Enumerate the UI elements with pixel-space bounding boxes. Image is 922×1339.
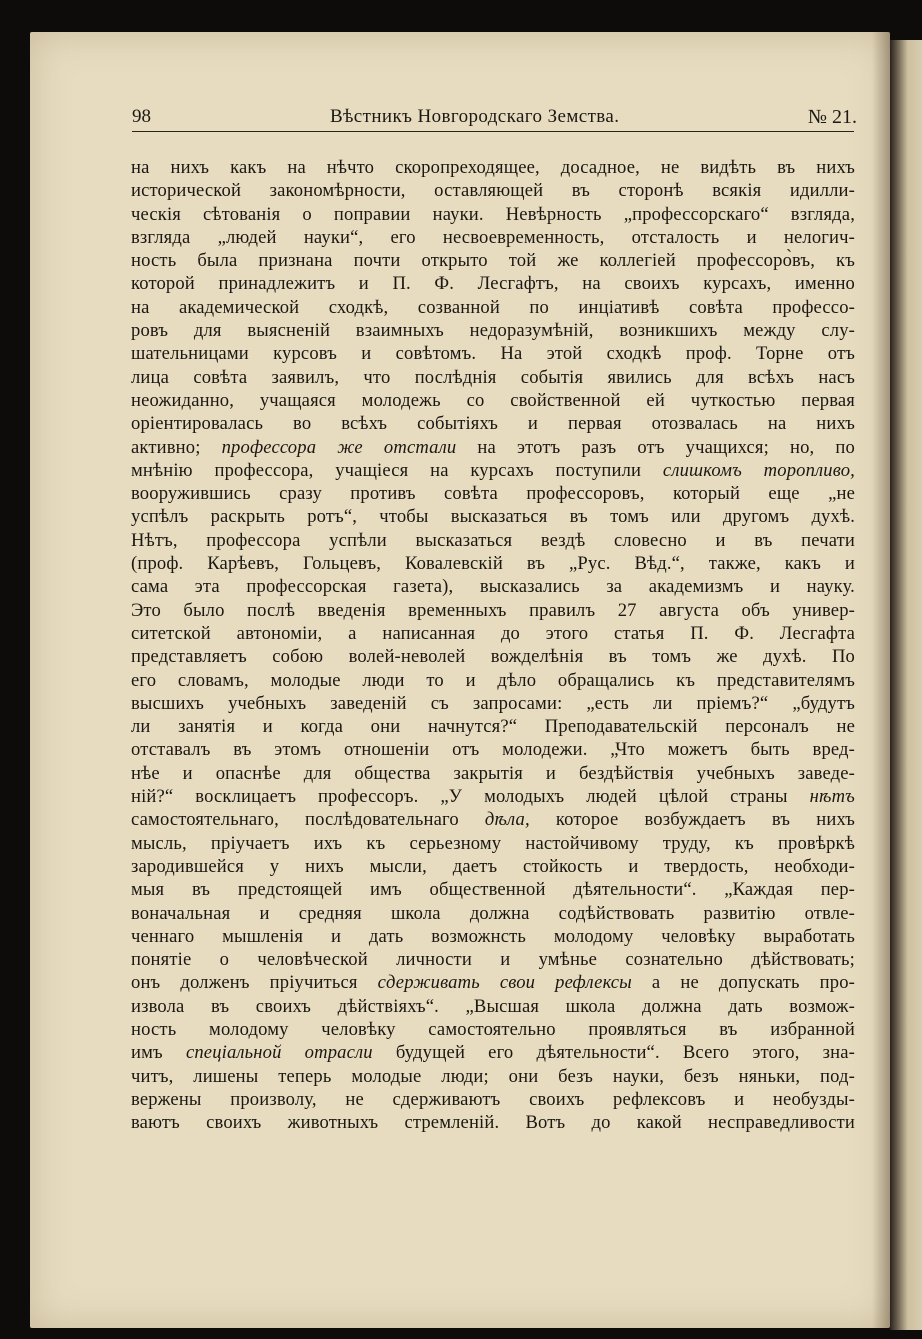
- text-segment: лица совѣта заявилъ, что послѣднія событія явились для всѣхъ насъ: [131, 366, 855, 388]
- text-segment: представляетъ собою волей-неволей вожделѣнія въ томъ же духѣ. По: [131, 646, 855, 668]
- text-segment: имъ: [131, 1042, 163, 1064]
- text-segment: а не допускать про-: [651, 972, 855, 994]
- text-segment: зародившейся у нихъ мысли, даетъ стойкость и твердость, необходи-: [131, 855, 855, 877]
- text-line: [131, 599, 855, 622]
- text-line: [131, 855, 855, 878]
- text-line: [131, 366, 855, 389]
- text-segment: вооружившись сразу противъ совѣта профессоровъ, который еще „не: [131, 483, 855, 505]
- text-segment: вержены произволу, не сдерживаютъ своихъ рефлексовъ и необузды-: [131, 1088, 855, 1110]
- text-segment: читъ, лишены теперь молодые люди; они безъ науки, безъ няньки, под-: [131, 1065, 855, 1087]
- text-segment: ность была признана почти открыто той же коллегіей профессоро̀въ, къ: [131, 250, 855, 272]
- text-segment: высшихъ учебныхъ заведеній съ запросами: „есть ли пріемъ?“ „будутъ: [131, 692, 855, 714]
- text-segment: ческія сѣтованія о поправии науки. Невѣрность „профессорскаго“ взгляда,: [131, 203, 855, 225]
- text-line: [131, 1065, 855, 1088]
- text-line: [131, 971, 855, 994]
- text-line: [131, 552, 855, 575]
- text-segment: на нихъ какъ на нѣчто скоропреходящее, досадное, не видѣть въ нихъ: [131, 157, 855, 178]
- text-line: [131, 948, 855, 971]
- text-segment: ваютъ своихъ животныхъ стремленій. Вотъ до какой несправедливости: [131, 1112, 855, 1134]
- text-segment: которое возбуждаетъ въ нихъ: [555, 809, 855, 831]
- text-segment: мыя въ предстоящей имъ общественной дѣятельности“. „Каждая пер-: [131, 879, 855, 901]
- text-segment: мнѣнію профессора, учащіеся на курсахъ поступили: [131, 459, 642, 481]
- text-segment: воначальная и средняя школа должна содѣйствовать развитію отвле-: [131, 902, 855, 924]
- text-segment: ченнаго мышленія и дать возможнсть молодому человѣку выработать: [131, 925, 855, 947]
- header-rule: [132, 131, 854, 132]
- text-segment: отставалъ въ этомъ отношеніи отъ молодежи. „Что можетъ быть вред-: [131, 739, 855, 761]
- journal-title: Вѣстникъ Новгородскаго Земства.: [330, 106, 620, 127]
- text-line: [131, 342, 855, 365]
- text-segment: успѣлъ раскрыть ротъ“, чтобы высказаться въ томъ или другомъ духѣ.: [131, 506, 855, 528]
- text-segment: самостоятельнаго, послѣдовательнаго: [131, 809, 459, 831]
- text-segment: на академической сходкѣ, созванной по инціативѣ совѣта профессо-: [131, 296, 855, 318]
- text-segment: ность молодому человѣку самостоятельно проявляться въ избранной: [131, 1018, 855, 1040]
- text-segment: которой принадлежитъ и П. Ф. Лесгафтъ, на своихъ курсахъ, именно: [131, 273, 855, 295]
- text-line: [131, 179, 855, 202]
- text-segment: взгляда „людей науки“, его несвоевременность, отсталость и нелогич-: [131, 226, 855, 248]
- article-body: [131, 156, 855, 1134]
- text-segment: Нѣтъ, профессора успѣли высказаться вездѣ словесно и въ печати: [131, 529, 855, 551]
- text-segment: сама эта профессорская газета), высказались за академизмъ и науку.: [131, 576, 855, 598]
- italic-emphasis: нѣтъ: [809, 786, 855, 808]
- text-segment: его словамъ, молодые люди то и дѣло обращались къ представителямъ: [131, 669, 855, 691]
- text-line: [131, 272, 855, 295]
- text-line: [131, 645, 855, 668]
- text-segment: на этотъ разъ отъ учащихся; но, по: [477, 436, 855, 458]
- text-line: [131, 1041, 855, 1064]
- page-number: 98: [132, 106, 151, 127]
- text-line: [131, 412, 855, 435]
- italic-emphasis: сдерживать свои рефлексы: [377, 972, 632, 994]
- italic-emphasis: слишкомъ торопливо,: [662, 459, 855, 481]
- text-line: [131, 226, 855, 249]
- text-line: [131, 785, 855, 808]
- text-line: [131, 878, 855, 901]
- text-segment: ли занятія и когда они начнутся?“ Преподавательскій персоналъ не: [131, 716, 855, 738]
- issue-number: № 21.: [807, 106, 857, 128]
- text-line: [131, 995, 855, 1018]
- text-line: [131, 808, 855, 831]
- text-segment: (проф. Карѣевъ, Гольцевъ, Ковалевскій въ „Рус. Вѣд.“, также, какъ и: [131, 553, 855, 575]
- text-segment: извола въ своихъ дѣйствіяхъ“. „Высшая школа должна дать возмож-: [131, 995, 855, 1017]
- text-line: [131, 832, 855, 855]
- text-line: [131, 1088, 855, 1111]
- text-line: [131, 296, 855, 319]
- text-line: [131, 575, 855, 598]
- text-line: [131, 738, 855, 761]
- text-segment: ситетской автономіи, а написанная до этого статья П. Ф. Лесгафта: [131, 622, 855, 644]
- text-segment: оріентировалась во всѣхъ событіяхъ и первая отозвалась на нихъ: [131, 413, 855, 435]
- text-segment: онъ долженъ пріучиться: [131, 972, 358, 994]
- page-fold-shadow: [872, 32, 890, 1328]
- next-page-edge: [890, 40, 922, 1330]
- text-line: [131, 436, 855, 459]
- running-header: [132, 106, 857, 134]
- text-line: [131, 459, 855, 482]
- text-line: [131, 902, 855, 925]
- text-line: [131, 622, 855, 645]
- text-line: [131, 1111, 855, 1134]
- text-segment: мысль, пріучаетъ ихъ къ серьезному настойчивому труду, къ провѣркѣ: [131, 832, 855, 854]
- text-segment: шательницами курсовъ и совѣтомъ. На этой сходкѣ проф. Торне отъ: [131, 343, 855, 365]
- text-line: [131, 692, 855, 715]
- text-segment: нѣе и опаснѣе для общества закрытія и бездѣйствія учебныхъ заведе-: [131, 762, 855, 784]
- text-line: [131, 669, 855, 692]
- italic-emphasis: дѣла,: [484, 809, 530, 831]
- italic-emphasis: спеціальной отрасли: [185, 1042, 373, 1064]
- text-segment: активно;: [131, 436, 201, 458]
- text-line: [131, 925, 855, 948]
- text-line: [131, 505, 855, 528]
- text-line: [131, 319, 855, 342]
- text-line: [131, 1018, 855, 1041]
- text-line: [131, 529, 855, 552]
- text-line: [131, 249, 855, 272]
- text-line: [131, 715, 855, 738]
- text-line: [131, 762, 855, 785]
- text-segment: понятіе о человѣческой личности и умѣнье сознательно дѣйствовать;: [131, 949, 855, 971]
- text-segment: неожиданно, учащаяся молодежь со свойственной ей чуткостью первая: [131, 389, 855, 411]
- italic-emphasis: профессора же отстали: [221, 436, 457, 458]
- text-segment: ній?“ восклицаетъ профессоръ. „У молодыхъ людей цѣлой страны: [131, 786, 788, 808]
- text-line: [131, 389, 855, 412]
- text-segment: ровъ для выясненій взаимныхъ недоразумѣній, возникшихъ между слу-: [131, 320, 855, 342]
- text-line: [131, 203, 855, 226]
- text-line: [131, 482, 855, 505]
- text-segment: Это было послѣ введенія временныхъ правилъ 27 августа объ универ-: [131, 599, 855, 621]
- text-segment: будущей его дѣятельности“. Всего этого, зна-: [395, 1042, 855, 1064]
- text-segment: исторической закономѣрности, оставляющей въ сторонѣ всякія идилли-: [131, 180, 855, 202]
- text-line: [131, 156, 855, 179]
